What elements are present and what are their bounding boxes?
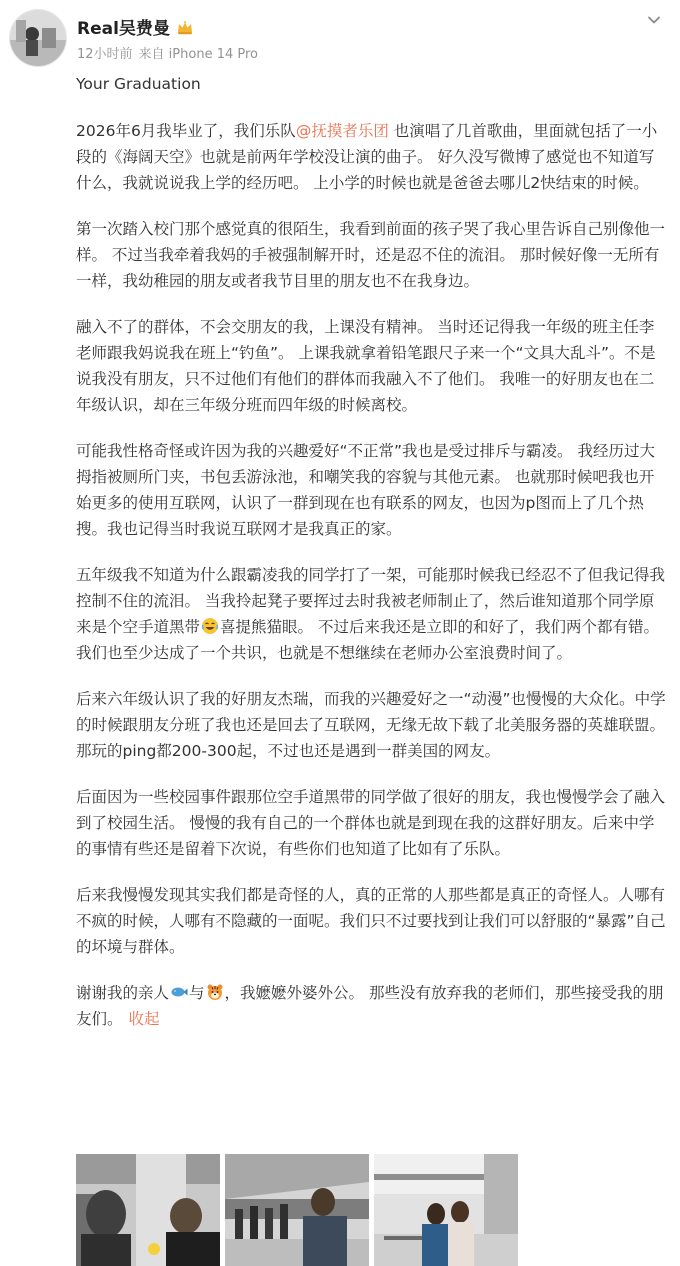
paragraph-1-text-b: 也演唱了几首歌曲，里面就包括了一小段的《海阔天空》也就是前两年学校没让演的曲子。 好久没写微博了感觉也不知道写什么，我就说说我上学的经历吧。 上小学的时候也就是爸爸去哪儿2快结束的时候。 <box>76 122 658 192</box>
username[interactable] <box>77 14 194 39</box>
photo-grid <box>76 1154 526 1266</box>
paragraph-6: 后来六年级认识了我的好朋友杰瑞，而我的兴趣爱好之一“动漫”也慢慢的大众化。中学的时候跟朋友分班了我也还是回去了互联网，无缘无故下载了北美服务器的英雄联盟。 那玩的ping都200-300起，不过也还是遇到一群美国的网友。 <box>76 690 666 760</box>
chevron-down-icon[interactable] <box>644 10 664 30</box>
post-time: 12小时前 <box>77 47 133 62</box>
paragraph-2: 第一次踏入校门那个感觉真的很陌生，我看到前面的孩子哭了我心里告诉自己别像他一样。 不过当我牵着我妈的手被强制解开时，还是忍不住的流泪。 那时候好像一无所有一样，我幼稚园的朋友或者我节目里的朋友也不在我身边。 <box>76 220 666 290</box>
photo-thumbnail-3[interactable] <box>374 1154 518 1266</box>
paragraph-4: 可能我性格奇怪或许因为我的兴趣爱好“不正常”我也是受过排斥与霸凌。 我经历过大拇指被厕所门夹，书包丢游泳池，和嘲笑我的容貌与其他元素。 也就那时候吧我也开始更多的使用互联网，认识了一群到现在也有联系的网友，也因为p图而上了几个热搜。我也记得当时我说互联网才是我真正的家。 <box>76 442 655 538</box>
paragraph-9-text-a: 谢谢我的亲人 <box>76 984 170 1002</box>
paragraph-1-text-a: 2026年6月我毕业了，我们乐队 <box>76 122 296 140</box>
photo-thumbnail-2[interactable] <box>225 1154 369 1266</box>
mention-link[interactable]: @抚摸者乐团 <box>295 122 389 140</box>
fish-emoji-icon <box>170 983 188 1001</box>
post-meta <box>77 43 258 62</box>
paragraph-8: 后来我慢慢发现其实我们都是奇怪的人，真的正常的人那些都是真正的奇怪人。人哪有不疯的时候，人哪有不隐藏的一面呢。我们只不过要找到让我们可以舒服的“暴露”自己的坏境与群体。 <box>76 886 666 956</box>
photo-thumbnail-1[interactable] <box>76 1154 220 1266</box>
paragraph-5-text-b: 喜提熊猫眼。 不过后来我还是立即的和好了，我们两个都有错。 我们也至少达成了一个共识，也就是不想继续在老师办公室浪费时间了。 <box>76 618 659 662</box>
paragraph-5-text-a: 五年级我不知道为什么跟霸凌我的同学打了一架，可能那时候我已经忍不了但我记得我控制不住的流泪。 当我拎起凳子要挥过去时我被老师制止了，然后谁知道那个同学原来是个空手道黑带 <box>76 566 666 636</box>
paragraph-7: 后面因为一些校园事件跟那位空手道黑带的同学做了很好的朋友，我也慢慢学会了融入到了校园生活。 慢慢的我有自己的一个群体也就是到现在我的这群好朋友。后来中学的事情有些还是留着下次说，有些你们也知道了比如有了乐队。 <box>76 788 666 858</box>
paragraph-1 <box>76 118 666 196</box>
paragraph-5 <box>76 562 666 666</box>
post-body <box>76 71 666 1052</box>
paragraph-9 <box>76 980 666 1032</box>
username-text[interactable]: Real吴费曼 <box>77 19 170 39</box>
post-header <box>0 0 680 70</box>
crown-badge-icon <box>176 19 194 37</box>
post-source: 来自 iPhone 14 Pro <box>138 47 258 62</box>
post-title: Your Graduation <box>76 75 201 93</box>
paragraph-9-text-b: 与 <box>189 984 205 1002</box>
collapse-link[interactable]: 收起 <box>128 1010 160 1028</box>
paragraph-3: 融入不了的群体，不会交朋友的我，上课没有精神。 当时还记得我一年级的班主任李老师跟我妈说我在班上“钓鱼”。 上课我就拿着铅笔跟尺子来一个“文具大乱斗”。不是说我没有朋友，只不过他们有他们的群体而我融入不了他们。 我唯一的好朋友也在二年级认识，却在三年级分班而四年级的时候离校。 <box>76 318 656 414</box>
tiger-emoji-icon <box>206 983 224 1001</box>
laughing-tears-emoji-icon <box>201 617 219 635</box>
avatar[interactable] <box>9 9 67 67</box>
paragraph-9-text-c: ，我嬷嬷外婆外公。 那些没有放弃我的老师们，那些接受我的朋友们。 <box>76 984 664 1028</box>
